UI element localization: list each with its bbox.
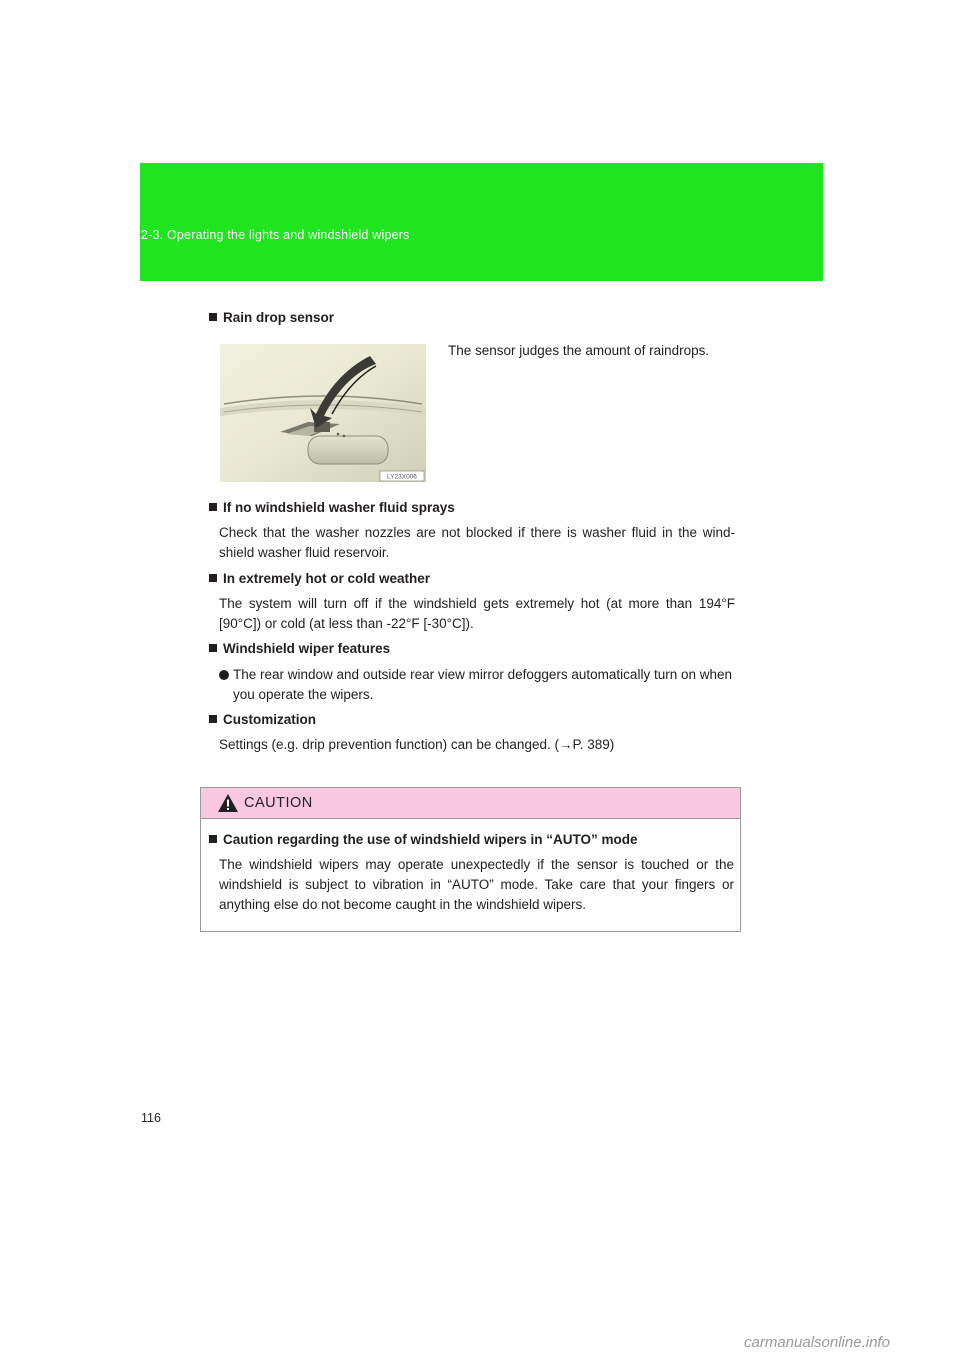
square-bullet-icon xyxy=(209,574,217,582)
page-number: 116 xyxy=(141,1111,161,1125)
caution-text: The windshield wipers may operate unexpectedly if the sensor is touched or the windshield is subject to vibration in “AUTO” mode. Take care that your fingers or anything else do not become caught in the windshield wipers. xyxy=(219,857,734,912)
square-bullet-icon xyxy=(209,715,217,723)
square-bullet-icon xyxy=(209,503,217,511)
text-customization: Settings (e.g. drip prevention function) can be changed. (→P. 389) xyxy=(219,737,615,752)
warning-triangle-icon xyxy=(217,793,239,813)
square-bullet-icon xyxy=(209,644,217,652)
rain-sensor-illustration xyxy=(220,344,426,482)
text-washer-fluid: Check that the washer nozzles are not blocked if there is washer fluid in the wind-shield washer fluid reservoir. xyxy=(219,525,735,560)
watermark: carmanualsonline.info xyxy=(744,1334,890,1351)
caution-header xyxy=(201,788,740,819)
heading-hot-cold-weather: In extremely hot or cold weather xyxy=(209,571,430,586)
heading-wiper-features: Windshield wiper features xyxy=(209,641,390,656)
square-bullet-icon xyxy=(209,835,217,843)
header-band xyxy=(140,163,823,281)
section-header-title: 2-3. Operating the lights and windshield wipers xyxy=(141,228,410,242)
figure-caption: The sensor judges the amount of raindrops. xyxy=(448,343,710,358)
heading-washer-fluid: If no windshield washer fluid sprays xyxy=(209,500,455,515)
square-bullet-icon xyxy=(209,313,217,321)
heading-rain-drop-sensor: Rain drop sensor xyxy=(209,310,334,325)
figure-label: LY23X006 xyxy=(387,473,417,481)
round-bullet-icon xyxy=(219,670,229,680)
caution-title: CAUTION xyxy=(244,795,313,811)
caution-heading: Caution regarding the use of windshield wipers in “AUTO” mode xyxy=(209,832,638,847)
text-wiper-features: The rear window and outside rear view mirror defoggers automatically turn on when you operate the wipers. xyxy=(233,667,732,702)
caution-box xyxy=(200,787,741,932)
text-hot-cold-weather: The system will turn off if the windshield gets extremely hot (at more than 194°F [90°C]) or cold (at less than -22°F [-30°C]). xyxy=(219,596,735,631)
heading-customization: Customization xyxy=(209,712,316,727)
